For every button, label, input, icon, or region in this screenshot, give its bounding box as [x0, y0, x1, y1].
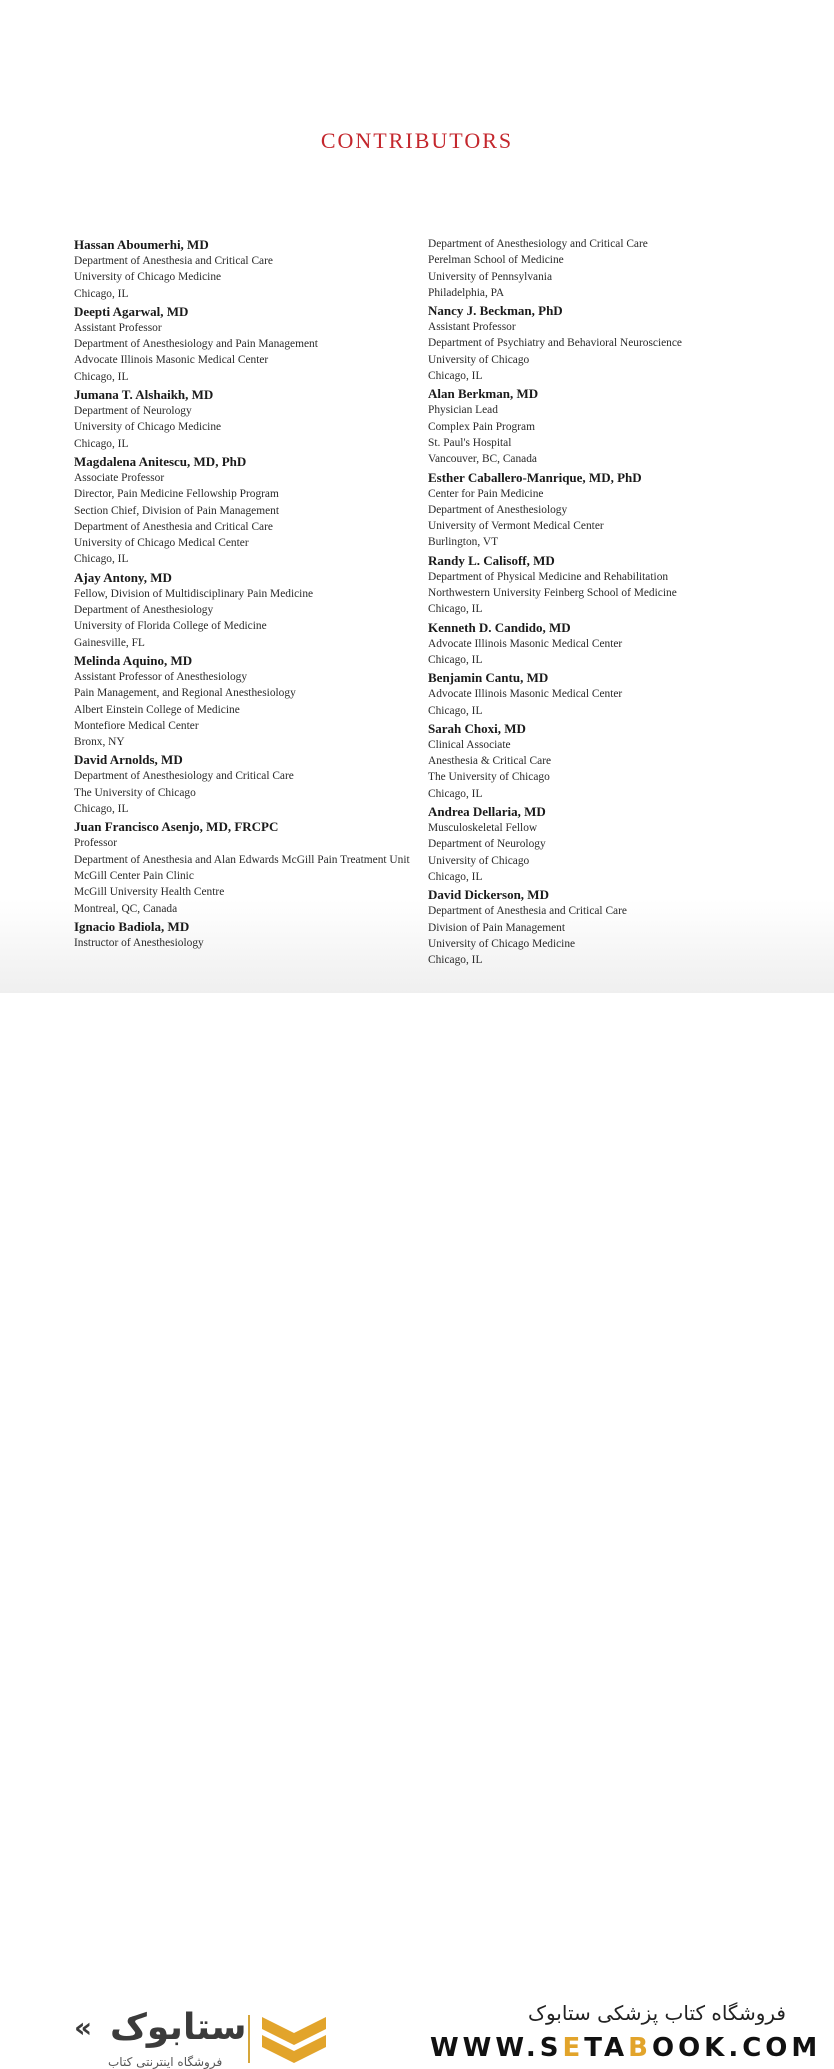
affiliation-line: University of Florida College of Medicine [74, 620, 267, 633]
url-highlight-e: E [562, 2033, 585, 2063]
store-url[interactable] [430, 2033, 821, 2063]
contributor-name: Kenneth D. Candido, MD [428, 619, 571, 635]
contributor-name: Magdalena Anitescu, MD, PhD [74, 453, 247, 469]
contributor-entry [428, 720, 758, 802]
affiliation-line: Chicago, IL [428, 704, 483, 717]
affiliation-line: Musculoskeletal Fellow [428, 822, 538, 835]
affiliation-line: Department of Anesthesia and Critical Care [74, 255, 273, 267]
affiliation-line: Montefiore Medical Center [74, 719, 199, 732]
affiliation-line: University of Chicago Medicine [428, 937, 576, 950]
affiliation-line: Chicago, IL [74, 553, 129, 566]
contributor-entry [428, 803, 758, 885]
affiliation-line: Department of Psychiatry and Behavioral Neuroscience [428, 337, 682, 350]
affiliation-line: Assistant Professor of Anesthesiology [74, 670, 248, 683]
contributor-name: Nancy J. Beckman, PhD [428, 303, 563, 319]
affiliation-line: Bronx, NY [74, 736, 125, 749]
contributor-entry [74, 652, 419, 750]
affiliation-line: Department of Anesthesiology [74, 604, 214, 617]
contributor-name: David Arnolds, MD [74, 752, 183, 768]
contributor-name: Randy L. Calisoff, MD [428, 552, 555, 568]
contributor-name: Esther Caballero-Manrique, MD, PhD [428, 469, 642, 485]
affiliation-line: St. Paul's Hospital [428, 436, 512, 449]
url-suffix: OOK.COM [651, 2033, 822, 2063]
affiliation-line: The University of Chicago [74, 786, 196, 799]
affiliation-line: Chicago, IL [428, 603, 483, 616]
contributor-entry [428, 469, 758, 551]
affiliation-line: University of Chicago [428, 353, 530, 366]
affiliation-line: Chicago, IL [428, 870, 483, 883]
contributor-entry [428, 385, 758, 467]
contributor-name: Benjamin Cantu, MD [428, 670, 549, 686]
affiliation-line: Department of Anesthesiology and Pain Management [74, 338, 318, 351]
contributor-entry [428, 552, 758, 618]
url-mid: TA [584, 2033, 629, 2063]
watermark-footer [0, 993, 834, 2069]
affiliation-line: University of Chicago [428, 854, 530, 867]
affiliation-line: Associate Professor [74, 471, 165, 484]
contributor-entry [74, 569, 419, 651]
affiliation-line: Northwestern University Feinberg School of Medicine [428, 587, 677, 600]
contributor-entry [428, 236, 758, 301]
store-name: فروشگاه کتاب پزشکی ستابوک [528, 2001, 786, 2025]
store-logo-subtitle: فروشگاه اینترنتی کتاب [108, 2055, 223, 2069]
affiliation-line: Pain Management, and Regional Anesthesiology [74, 687, 296, 700]
affiliation-line: Chicago, IL [74, 437, 129, 450]
url-prefix: WWW.S [430, 2033, 563, 2063]
affiliation-line: McGill University Health Centre [74, 886, 225, 899]
contributor-name: Andrea Dellaria, MD [428, 804, 546, 820]
affiliation-line: Chicago, IL [74, 370, 129, 383]
page-title: CONTRIBUTORS [320, 128, 514, 153]
affiliation-line: University of Vermont Medical Center [428, 520, 604, 533]
contributor-name: Melinda Aquino, MD [74, 652, 193, 668]
affiliation-line: Chicago, IL [428, 787, 483, 800]
affiliation-line: Department of Neurology [74, 405, 192, 418]
affiliation-line: Center for Pain Medicine [428, 487, 544, 500]
affiliation-line: Gainesville, FL [74, 636, 145, 649]
affiliation-line: University of Chicago Medical Center [74, 537, 249, 550]
contributor-name: Ajay Antony, MD [74, 569, 172, 585]
affiliation-line: Department of Anesthesiology and Critical Care [74, 770, 294, 783]
affiliation-line: Director, Pain Medicine Fellowship Program [74, 488, 279, 501]
affiliation-line: Department of Physical Medicine and Rehabilitation [428, 570, 669, 583]
contributor-entry [428, 302, 758, 384]
chevron-logo-icon [262, 2013, 326, 2065]
affiliation-line: Perelman School of Medicine [428, 254, 564, 267]
contributor-name: Alan Berkman, MD [428, 386, 539, 402]
contributor-name: Jumana T. Alshaikh, MD [74, 387, 214, 403]
affiliation-line: Chicago, IL [428, 370, 483, 383]
contributor-name: David Dickerson, MD [428, 887, 549, 903]
affiliation-line: Advocate Illinois Masonic Medical Center [74, 354, 269, 367]
right-column [428, 236, 758, 969]
affiliation-line: Department of Anesthesiology [428, 503, 568, 516]
contributor-entry [428, 619, 758, 669]
affiliation-line: Burlington, VT [428, 536, 499, 549]
affiliation-line: Professor [74, 837, 118, 850]
affiliation-line: Chicago, IL [428, 954, 483, 967]
affiliation-line: Fellow, Division of Multidisciplinary Pain Medicine [74, 587, 314, 600]
affiliation-line: University of Chicago Medicine [74, 421, 222, 434]
affiliation-line: Assistant Professor [428, 321, 516, 334]
contributor-entry [74, 303, 419, 385]
logo-divider [248, 2015, 250, 2063]
contributor-entry [74, 386, 419, 452]
affiliation-line: Montreal, QC, Canada [74, 902, 178, 915]
affiliation-line: Advocate Illinois Masonic Medical Center [428, 688, 623, 701]
contributor-entry [74, 453, 419, 568]
contributor-entry [428, 669, 758, 719]
affiliation-line: Vancouver, BC, Canada [428, 453, 537, 466]
affiliation-line: Clinical Associate [428, 738, 511, 751]
contributor-entry [74, 236, 419, 302]
affiliation-line: Division of Pain Management [428, 921, 565, 934]
contributor-name: Hassan Aboumerhi, MD [74, 237, 209, 252]
contributor-name: Sarah Choxi, MD [428, 720, 526, 736]
url-highlight-b: B [628, 2033, 652, 2063]
affiliation-line: University of Chicago Medicine [74, 271, 222, 284]
affiliation-line: Chicago, IL [74, 803, 129, 816]
affiliation-line: Assistant Professor [74, 321, 162, 334]
affiliation-line: McGill Center Pain Clinic [74, 869, 194, 882]
affiliation-line: Section Chief, Division of Pain Management [74, 504, 279, 517]
contributor-entry [74, 918, 419, 951]
affiliation-line: Anesthesia & Critical Care [428, 755, 552, 768]
affiliation-line: Department of Anesthesiology and Critical Care [428, 238, 648, 250]
store-logo: ستابوک [110, 2007, 247, 2048]
left-column [74, 236, 419, 952]
affiliation-line: Albert Einstein College of Medicine [74, 703, 240, 716]
affiliation-line: Chicago, IL [428, 653, 483, 666]
affiliation-line: Complex Pain Program [428, 420, 535, 433]
affiliation-line: Philadelphia, PA [428, 286, 505, 299]
affiliation-line: Department of Anesthesia and Critical Care [428, 905, 627, 918]
contributor-entry [74, 751, 419, 817]
affiliation-line: Advocate Illinois Masonic Medical Center [428, 637, 623, 650]
affiliation-line: Department of Anesthesia and Alan Edwards McGill Pain Treatment Unit [74, 853, 410, 866]
logo-arrows-icon: « [74, 2011, 93, 2044]
book-page [0, 0, 834, 993]
affiliation-line: Department of Anesthesia and Critical Care [74, 520, 273, 533]
affiliation-line: Instructor of Anesthesiology [74, 936, 204, 949]
affiliation-line: Chicago, IL [74, 287, 129, 300]
affiliation-line: Department of Neurology [428, 838, 546, 851]
affiliation-line: Physician Lead [428, 404, 498, 417]
contributor-name: Ignacio Badiola, MD [74, 918, 190, 934]
affiliation-line: The University of Chicago [428, 771, 550, 784]
contributor-name: Juan Francisco Asenjo, MD, FRCPC [74, 819, 279, 835]
contributor-name: Deepti Agarwal, MD [74, 303, 189, 319]
contributor-entry [74, 818, 419, 916]
affiliation-line: University of Pennsylvania [428, 270, 553, 283]
contributor-entry [428, 886, 758, 968]
